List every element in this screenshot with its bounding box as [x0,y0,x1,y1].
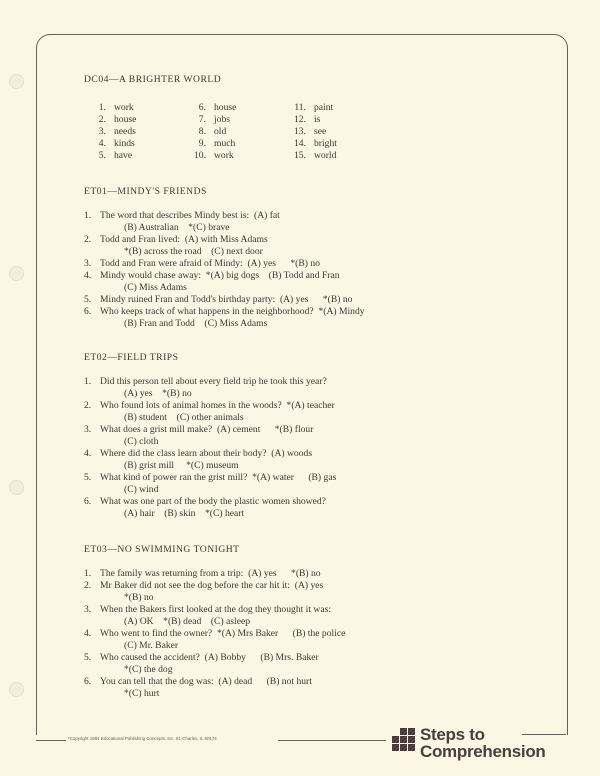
word-text: work [114,102,134,113]
question-number: 2. [84,234,92,245]
word-item [84,150,184,162]
question-text [100,234,544,258]
answer-options-line: (B) grist mill *(C) museum [124,460,239,471]
question-line: Where did the class learn about their body? (A) woods [100,448,313,459]
word-list [84,102,544,162]
question-item [84,258,544,270]
question-item [84,652,544,676]
question-text [100,472,544,496]
word-text: bright [314,138,337,149]
question-number: 1. [84,376,92,387]
word-item [284,126,337,138]
word-item [184,126,284,138]
question-number: 4. [84,448,92,459]
question-item [84,376,544,400]
question-line: What kind of power ran the grist mill? *(A) water (B) gas [100,472,337,483]
answer-options-line: (C) wind [124,484,159,495]
word-text: see [314,126,327,137]
question-list [84,376,544,520]
footer-rule [36,740,66,741]
word-text: house [214,102,237,113]
question-text [100,604,544,628]
answer-options-line: (B) Fran and Todd (C) Miss Adams [124,318,268,329]
word-item [284,138,337,150]
question-number: 2. [84,400,92,411]
word-item [284,102,337,114]
word-text: paint [314,102,334,113]
question-list [84,568,544,700]
section-et03 [84,544,544,700]
question-text [100,376,544,400]
answer-options-line: *(C) the dog [124,664,173,675]
section-dc04 [84,74,544,162]
page-footer [0,725,600,770]
word-number: 12. [294,114,306,125]
question-item [84,234,544,258]
word-item [184,138,284,150]
word-number: 14. [294,138,306,149]
question-item [84,294,544,306]
question-number: 4. [84,628,92,639]
answer-options-line: (A) hair (B) skin *(C) heart [124,508,245,519]
question-item [84,424,544,448]
question-text [100,448,544,472]
question-item [84,472,544,496]
punch-hole-3 [9,480,24,495]
word-text: kinds [114,138,135,149]
question-text [100,580,544,604]
word-number: 3. [98,126,106,137]
question-text [100,628,544,652]
question-line: You can tell that the dog was: (A) dead (B) not hurt [100,676,312,687]
word-number: 4. [98,138,106,149]
word-text: house [114,114,137,125]
word-text: much [214,138,236,149]
question-text [100,306,544,330]
word-number: 7. [198,114,206,125]
word-number: 13. [294,126,306,137]
question-number: 3. [84,258,92,269]
question-text [100,294,544,306]
question-line: Who keeps track of what happens in the neighborhood? *(A) Mindy [100,306,365,317]
word-text: have [114,150,133,161]
punch-hole-4 [9,682,24,697]
footer-rule [278,740,386,741]
answer-key-content [84,74,544,700]
word-number: 2. [98,114,106,125]
question-number: 6. [84,306,92,317]
word-column-1 [84,102,184,162]
word-number: 1. [98,102,106,113]
question-number: 2. [84,580,92,591]
answer-options-line: (C) cloth [124,436,159,447]
question-item [84,568,544,580]
answer-options-line: *(B) across the road (C) next door [124,246,263,257]
answer-options-line: *(B) no [124,592,154,603]
question-number: 1. [84,568,92,579]
question-number: 3. [84,424,92,435]
question-line: Todd and Fran were afraid of Mindy: (A) yes *(B) no [100,258,320,269]
punch-hole-2 [9,266,24,281]
question-text [100,258,544,270]
word-text: old [214,126,227,137]
section-title: ET03—NO SWIMMING TONIGHT [84,544,240,555]
word-text: jobs [214,114,230,125]
question-text [100,676,544,700]
word-text: work [214,150,234,161]
answer-options-line: (C) Miss Adams [124,282,187,293]
question-line: Mr Baker did not see the dog before the car hit it: (A) yes [100,580,324,591]
answer-options-line: (B) Australian *(C) brave [124,222,230,233]
question-number: 4. [84,270,92,281]
copyright-notice: *Copyright 1984 Educational Publishing Concepts, Inc. St. Charles, IL 60174 [68,736,217,741]
word-item [84,126,184,138]
answer-options-line: (B) student (C) other animals [124,412,244,423]
word-number: 5. [98,150,106,161]
question-line: Mindy ruined Fran and Todd's birthday party: (A) yes *(B) no [100,294,353,305]
word-number: 11. [294,102,306,113]
answer-options-line: (C) Mr. Baker [124,640,179,651]
question-text [100,496,544,520]
section-title: DC04—A BRIGHTER WORLD [84,74,222,85]
question-item [84,604,544,628]
question-number: 3. [84,604,92,615]
question-text [100,270,544,294]
word-item [184,114,284,126]
answer-options-line: *(C) hurt [124,688,160,699]
question-text [100,424,544,448]
question-item [84,496,544,520]
question-line: What does a grist mill make? (A) cement *(B) flour [100,424,314,435]
question-item [84,580,544,604]
question-line: Who caused the accident? (A) Bobby (B) Mrs. Baker [100,652,319,663]
footer-rule [522,734,566,735]
question-text [100,210,544,234]
section-title: ET01—MINDY'S FRIENDS [84,186,207,197]
answer-options-line: (A) yes *(B) no [124,388,192,399]
word-text: world [314,150,337,161]
word-number: 6. [198,102,206,113]
question-item [84,306,544,330]
question-text [100,568,544,580]
brand-logo-line-2: Comprehension [420,742,546,761]
question-list [84,210,544,330]
punch-hole-1 [9,74,24,89]
question-line: Who found lots of animal homes in the woods? *(A) teacher [100,400,335,411]
question-text [100,400,544,424]
word-number: 10. [194,150,206,161]
question-item [84,210,544,234]
question-line: What was one part of the body the plastic women showed? [100,496,326,507]
question-number: 5. [84,294,92,305]
question-number: 1. [84,210,92,221]
word-item [284,150,337,162]
word-number: 8. [198,126,206,137]
section-et01 [84,186,544,330]
word-column-2 [184,102,284,162]
question-line: When the Bakers first looked at the dog they thought it was: [100,604,331,615]
question-line: The family was returning from a trip: (A) yes *(B) no [100,568,321,579]
answer-options-line: (A) OK *(B) dead (C) asleep [124,616,251,627]
question-text [100,652,544,676]
question-item [84,676,544,700]
section-title: ET02—FIELD TRIPS [84,352,179,363]
word-text: is [314,114,321,125]
question-line: Did this person tell about every field trip he took this year? [100,376,327,387]
question-line: Mindy would chase away: *(A) big dogs (B) Todd and Fran [100,270,340,281]
question-line: Todd and Fran lived: (A) with Miss Adams [100,234,268,245]
word-number: 9. [198,138,206,149]
question-item [84,270,544,294]
question-number: 6. [84,496,92,507]
brand-logo-line-1: Steps to [420,725,485,744]
word-item [84,138,184,150]
question-number: 5. [84,472,92,483]
word-item [284,114,337,126]
question-line: The word that describes Mindy best is: (A) fat [100,210,280,221]
word-column-3 [284,102,337,162]
word-item [84,102,184,114]
question-item [84,400,544,424]
word-item [84,114,184,126]
word-number: 15. [294,150,306,161]
question-item [84,628,544,652]
section-et02 [84,352,544,520]
question-number: 6. [84,676,92,687]
question-line: Who went to find the owner? *(A) Mrs Baker (B) the police [100,628,346,639]
word-item [184,150,284,162]
question-item [84,448,544,472]
word-text: needs [114,126,136,137]
question-number: 5. [84,652,92,663]
brand-logo [420,726,546,760]
word-item [184,102,284,114]
